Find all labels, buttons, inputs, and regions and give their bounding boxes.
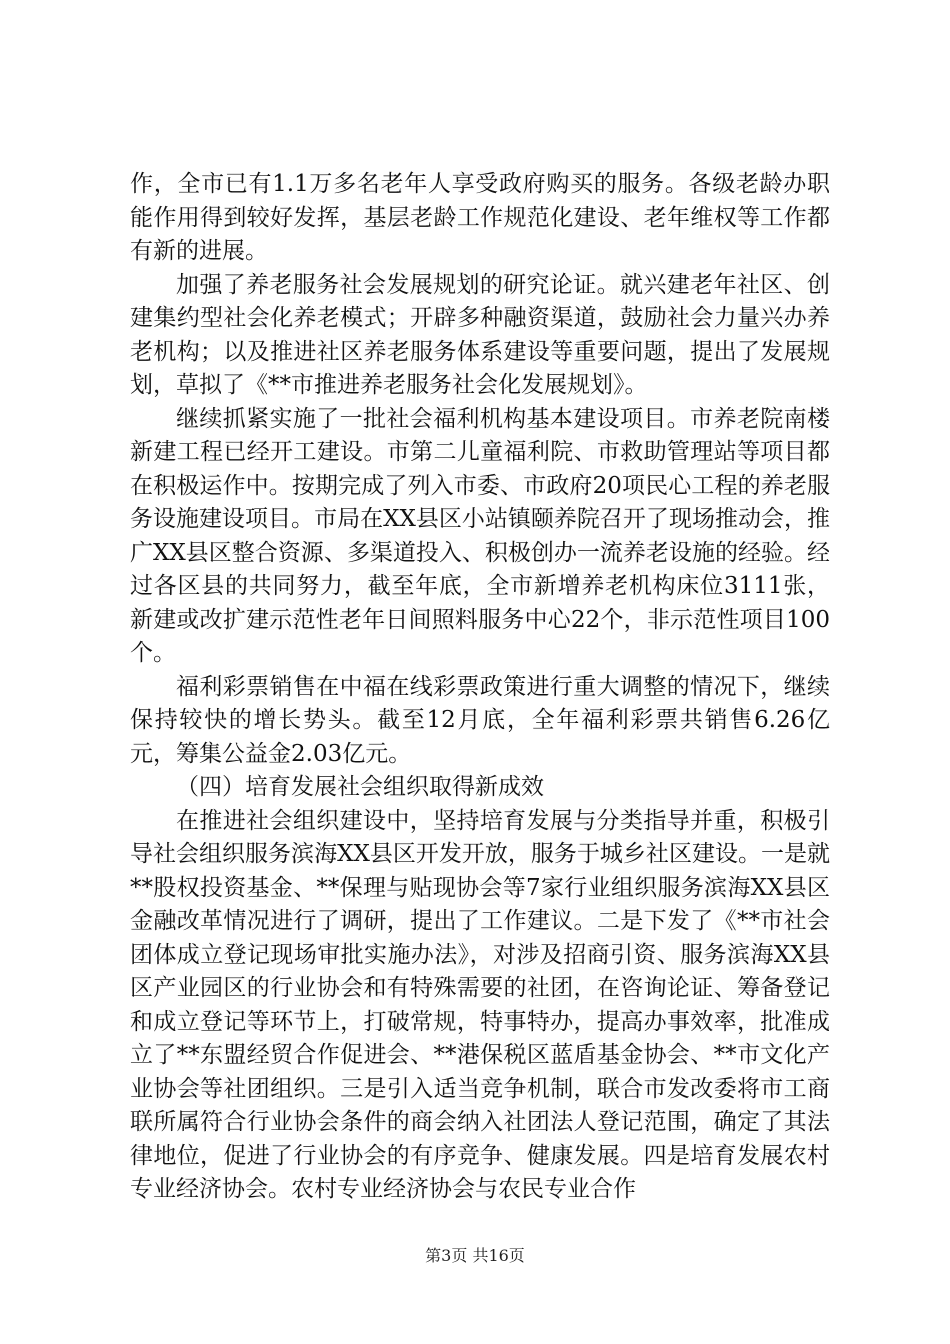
paragraph-lottery: 福利彩票销售在中福在线彩票政策进行重大调整的情况下，继续保持较快的增长势头。截至12月底，全年福利彩票共销售6.26亿元，筹集公益金2.03亿元。 — [130, 673, 830, 767]
paragraph-social-organizations: 在推进社会组织建设中，坚持培育发展与分类指导并重，积极引导社会组织服务滨海XX县区开发开放，服务于城乡社区建设。一是就**股权投资基金、**保理与贴现协会等7家行业组织服务滨海XX县区金融改革情况进行了调研，提出了工作建议。二是下发了《**市社会团体成立登记现场审批实施办法》，对涉及招商引资、服务滨海XX县区产业园区的行业协会和有特殊需要的社团，在咨询论证、筹备登记和成立登记等环节上，打破常规，特事特办，提高办事效率，批准成立了**东盟经贸合作促进会、**港保税区蓝盾基金协会、**市文化产业协会等社团组织。三是引入适当竞争机制，联合市发改委将市工商联所属符合行业协会条件的商会纳入社团法人登记范围，确定了其法律地位，促进了行业协会的有序竞争、健康发展。四是培育发展农村专业经济协会。农村专业经济协会与农民专业合作 — [130, 807, 830, 1202]
page-footer: 第3页 共16页 — [425, 1246, 525, 1265]
paragraph-continuation: 作，全市已有1.1万多名老年人享受政府购买的服务。各级老龄办职能作用得到较好发挥，基层老龄工作规范化建设、老年维权等工作都有新的进展。 — [130, 171, 830, 264]
section-heading: （四）培育发展社会组织取得新成效 — [176, 774, 544, 800]
document-body — [130, 168, 830, 1207]
paragraph-planning: 加强了养老服务社会发展规划的研究论证。就兴建老年社区、创建集约型社会化养老模式；开辟多种融资渠道，鼓励社会力量兴办养老机构；以及推进社区养老服务体系建设等重要问题，提出了发展规划，草拟了《**市推进养老服务社会化发展规划》。 — [130, 271, 830, 398]
paragraph-construction: 继续抓紧实施了一批社会福利机构基本建设项目。市养老院南楼新建工程已经开工建设。市第二儿童福利院、市救助管理站等项目都在积极运作中。按期完成了列入市委、市政府20项民心工程的养老服务设施建设项目。市局在XX县区小站镇颐养院召开了现场推动会，推广XX县区整合资源、多渠道投入、积极创办一流养老设施的经验。经过各区县的共同努力，截至年底，全市新增养老机构床位3111张，新建或改扩建示范性老年日间照料服务中心22个，非示范性项目100个。 — [130, 405, 830, 666]
